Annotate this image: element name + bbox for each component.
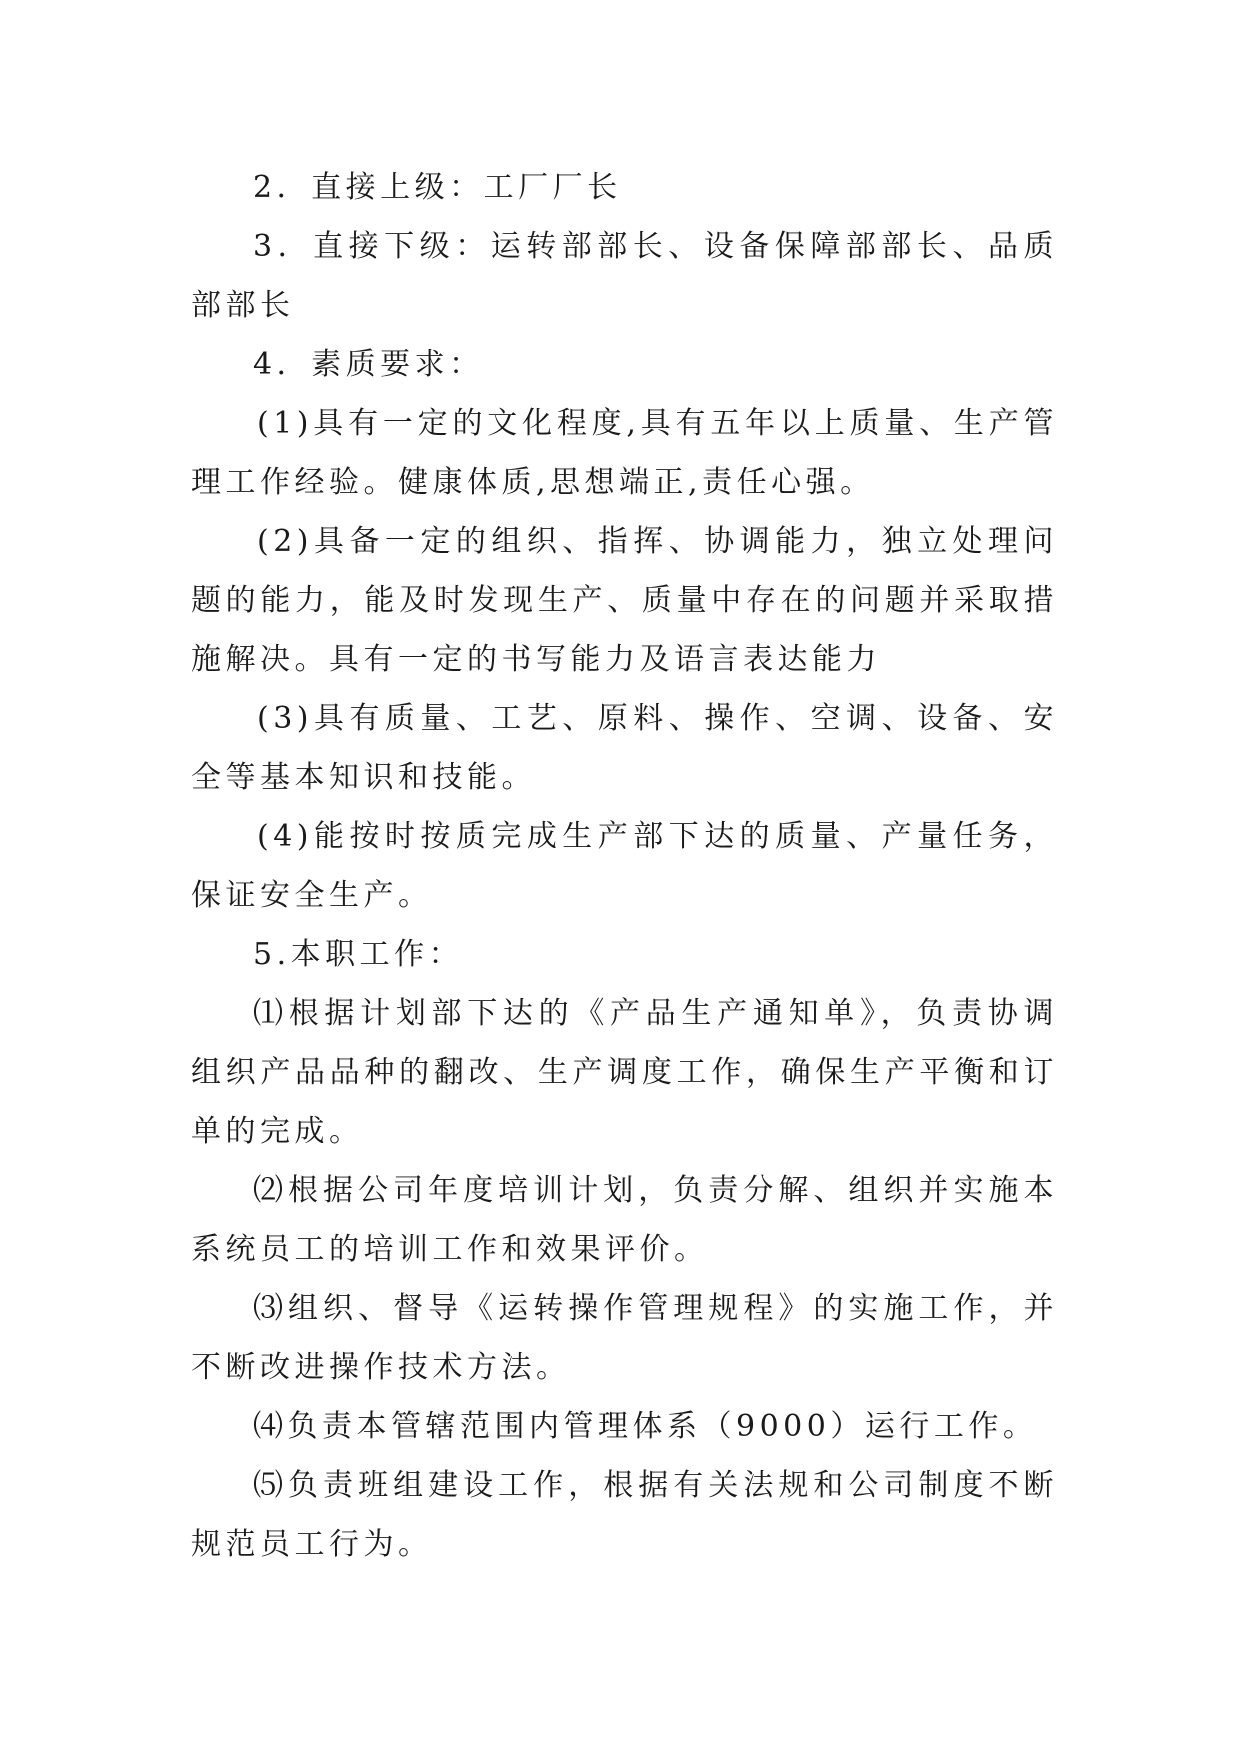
duty-5: ⑸负责班组建设工作，根据有关法规和公司制度不断规范员工行为。 [191,1468,1058,1562]
duty-3: ⑶组织、督导《运转操作管理规程》的实施工作，并不断改进操作技术方法。 [191,1291,1058,1385]
requirement-2: (2)具备一定的组织、指挥、协调能力，独立处理问题的能力，能及时发现生产、质量中存在的问题并采取措施解决。具有一定的书写能力及语言表达能力 [191,524,1058,677]
item-quality-requirements-heading: 4．素质要求： [253,347,484,382]
requirement-4: (4)能按时按质完成生产部下达的质量、产量任务，保证安全生产。 [191,819,1058,913]
duty-1: ⑴根据计划部下达的《产品生产通知单》，负责协调组织产品品种的翻改、生产调度工作，确保生产平衡和订单的完成。 [191,996,1058,1149]
item-duties-heading: 5.本职工作： [253,937,464,972]
document-body [191,158,1058,1574]
requirement-3: (3)具有质量、工艺、原料、操作、空调、设备、安全等基本知识和技能。 [191,701,1058,795]
item-direct-superior: 2．直接上级：工厂厂长 [253,170,622,205]
item-direct-subordinates: 3．直接下级：运转部部长、设备保障部部长、品质部部长 [191,229,1058,323]
requirement-1: (1)具有一定的文化程度,具有五年以上质量、生产管理工作经验。健康体质,思想端正,责任心强。 [191,406,1058,500]
duty-2: ⑵根据公司年度培训计划，负责分解、组织并实施本系统员工的培训工作和效果评价。 [191,1173,1058,1267]
duty-4: ⑷负责本管辖范围内管理体系（9000）运行工作。 [253,1409,1038,1444]
